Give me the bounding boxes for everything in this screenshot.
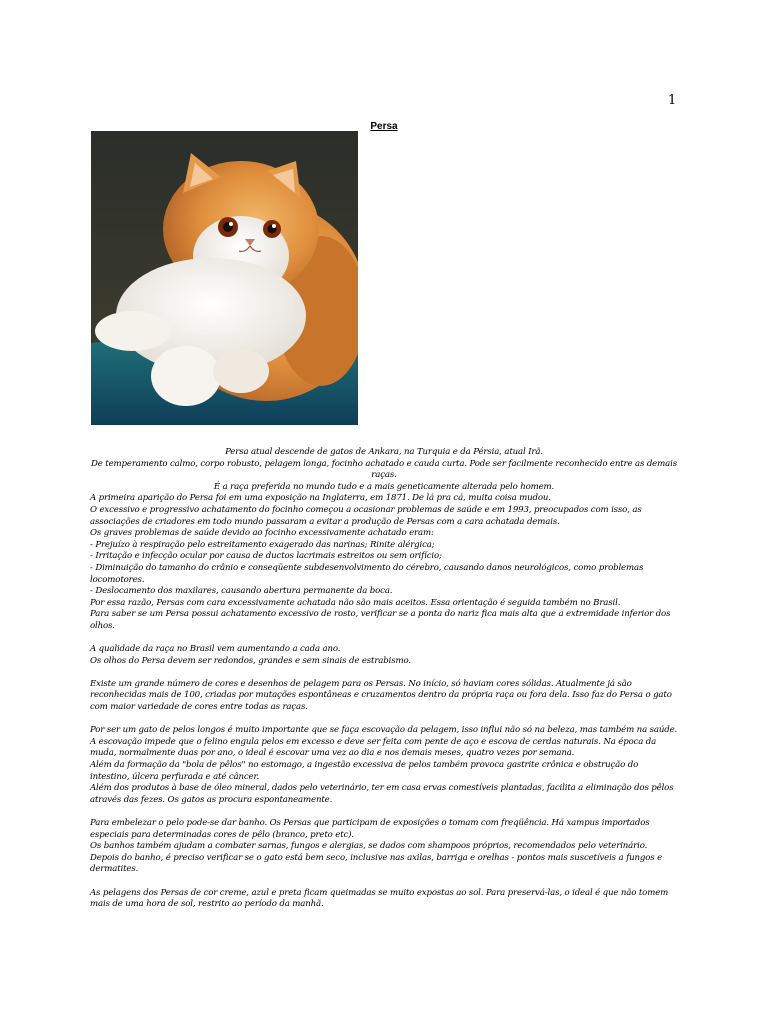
paragraph: Por ser um gato de pelos longos é muito importante que se faça escovação da pelagem, isso influi não só na beleza, mas também na saúde. A escovação impede que o felino engula pelos em excesso e deve ser feita com pente de aço e escova de cerdas naturais. Na época da muda, normalmente duas por ano, o ideal é escovar uma vez ao dia e nos demais meses, quatro vezes por semana. [90, 725, 678, 759]
spacer [90, 667, 678, 679]
paragraph: Para saber se um Persa possui achatamento excessivo de rosto, verificar se a ponta do nariz fica mais alta que a extremidade inferior dos olhos. [90, 609, 671, 631]
paragraph: Além dos produtos à base de óleo mineral, dados pelo veterinário, ter em casa ervas comestíveis plantadas, facilita a eliminação dos pêlos através das fezes. Os gatos as procura espontaneamente. [90, 783, 674, 805]
paragraph: Além da formação da "bola de pêlos" no estomago, a ingestão excessiva de pelos também provoca gastrite crônica e obstrução do intestino, úlcera perfurada e até câncer. [90, 760, 639, 782]
paragraph: A qualidade da raça no Brasil vem aumentando a cada ano. [90, 644, 341, 655]
spacer [90, 714, 678, 726]
paragraph: Por essa razão, Persas com cara excessivamente achatada não são mais aceitos. Essa orientação é seguida também no Brasil. [90, 597, 621, 608]
paragraph: Persa atual descende de gatos de Ankara, na Turquia e da Pérsia, atual Irã. [225, 447, 543, 457]
paragraph: Os olhos do Persa devem ser redondos, grandes e sem sinais de estrabismo. [90, 655, 411, 666]
paragraph: Os banhos também ajudam a combater sarnas, fungos e alergias, se dados com shampoos próprios, recomendados pelo veterinário. Depois do banho, é preciso verificar se o gato está bem seco, inclusive nas axilas, barriga e orelhas - pontos mais suscetíveis a fungos e dermatites. [90, 841, 663, 875]
spacer [90, 633, 678, 645]
list-item: - Deslocamento dos maxilares, causando abertura permanente da boca. [90, 586, 393, 597]
paragraph: A primeira aparição do Persa foi em uma exposição na Inglaterra, em 1871. De lá pra cá, muita coisa mudou. [90, 493, 551, 504]
article-body [90, 447, 678, 911]
cat-illustration [91, 131, 358, 425]
spacer [90, 876, 678, 888]
list-item: - Irritação e infecção ocular por causa de ductos lacrimais estreitos ou sem orifício; [90, 551, 442, 562]
paragraph: O excessivo e progressivo achatamento do focinho começou a ocasionar problemas de saúde e em 1993, preocupados com isso, as associações de criadores em todo mundo passaram a evitar a produção de Persas com a cara achatada demais. [90, 504, 642, 527]
page-number: 1 [668, 93, 677, 108]
list-item: - Diminuição do tamanho do crânio e conseqüente subdesenvolvimento do cérebro, causando danos neurológicos, como problemas locomotores. [90, 562, 644, 585]
paragraph: Existe um grande número de cores e desenhos de pelagem para os Persas. No início, só haviam cores sólidas. Atualmente já são reconhecidas mais de 100, criadas por mutações espontâneas e cruzamentos dentro da própria raça ou fora dela. Isso faz do Persa o gato com maior variedade de cores entre todas as raças. [90, 678, 672, 713]
spacer [90, 806, 678, 818]
paragraph: Os graves problemas de saúde devido ao focinho excessivamente achatado eram: [90, 528, 434, 539]
paragraph: É a raça preferida no mundo tudo e a mais geneticamente alterada pelo homem. [213, 481, 555, 492]
page-title-text: Persa [370, 121, 398, 132]
persian-cat-photo [91, 131, 358, 425]
paragraph: As pelagens dos Persas de cor creme, azul e preta ficam queimadas se muito expostas ao sol. Para preservá-las, o ideal é que não tomem mais de uma hora de sol, restrito ao período da manhã. [90, 887, 669, 910]
list-item: - Prejuízo à respiração pelo estreitamento exagerado das narinas; Rinite alérgica; [90, 539, 435, 550]
paragraph: Para embelezar o pelo pode-se dar banho. Os Persas que participam de exposições o tomam com freqüência. Há xampus importados especiais para determinadas cores de pêlo (branco, preto etc). [90, 818, 650, 840]
paragraph: De temperamento calmo, corpo robusto, pelagem longa, focinho achatado e cauda curta. Pode ser facilmente reconhecido entre as demais raças. [91, 458, 677, 481]
